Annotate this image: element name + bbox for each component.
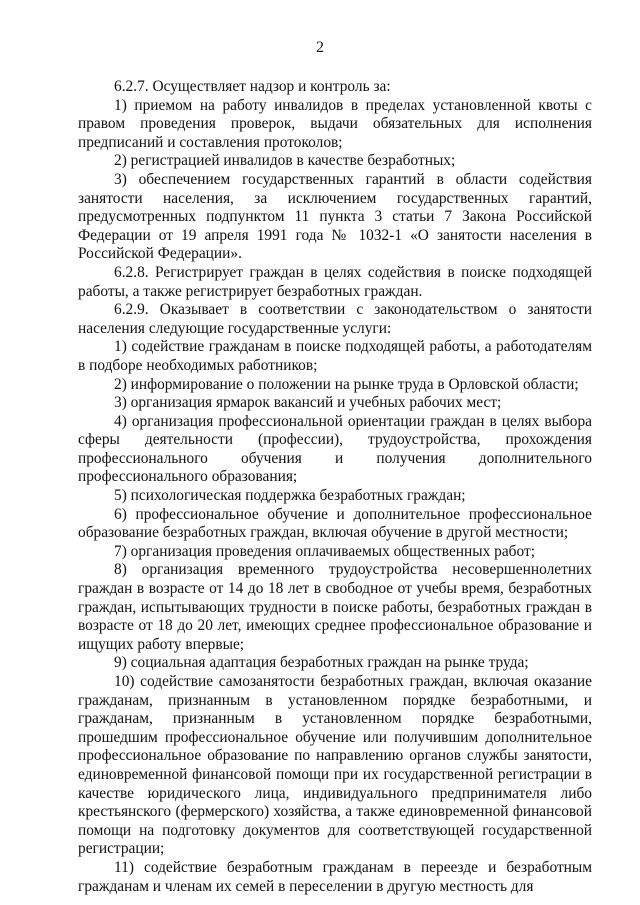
paragraph-6-2-9-item-6: 6) профессиональное обучение и дополнительное профессиональное образование безработных граждан, включая обучение в другой местности; (78, 505, 592, 542)
paragraph-6-2-9-item-8: 8) организация временного трудоустройства несовершеннолетних граждан в возрасте от 14 до 18 лет в свободное от учебы время, безработных граждан, испытывающих трудности в поиске работы, безработных граждан в возрасте от 18 до 20 лет, имеющих среднее профессиональное образование и ищущих работу впервые; (78, 561, 592, 653)
paragraph-6-2-9-item-4: 4) организация профессиональной ориентации граждан в целях выбора сферы деятельности (профессии), трудоустройства, прохождения профессионального обучения и получения дополнительного профессионального образования; (78, 412, 592, 486)
paragraph-6-2-8: 6.2.8. Регистрирует граждан в целях содействия в поиске подходящей работы, а также регистрирует безработных граждан. (78, 263, 592, 300)
page-number: 2 (316, 39, 324, 56)
paragraph-6-2-7: 6.2.7. Осуществляет надзор и контроль за: (114, 78, 391, 95)
paragraph-6-2-9-item-2: 2) информирование о положении на рынке труда в Орловской области; (114, 375, 579, 393)
document-body (78, 78, 592, 896)
paragraph-6-2-7-item-2: 2) регистрацией инвалидов в качестве безработных; (114, 152, 456, 170)
paragraph-6-2-9-item-3: 3) организация ярмарок вакансий и учебных рабочих мест; (114, 394, 502, 412)
paragraph-6-2-9-item-1: 1) содействие гражданам в поиске подходящей работы, а работодателям в подборе необходимых работников; (78, 338, 592, 374)
paragraph-6-2-7-item-1: 1) приемом на работу инвалидов в пределах установленной квоты с правом проведения проверок, выдачи обязательных для исполнения предписаний и составления протоколов; (78, 96, 592, 151)
paragraph-6-2-9-item-5: 5) психологическая поддержка безработных граждан; (114, 487, 466, 505)
paragraph-6-2-9: 6.2.9. Оказывает в соответствии с законодательством о занятости населения следующие государственные услуги: (78, 301, 592, 337)
paragraph-6-2-7-item-3: 3) обеспечением государственных гарантий в области содействия занятости населения, за исключением государственных гарантий, предусмотренных подпунктом 11 пункта 3 статьи 7 Закона Российской Федерации от 19 апреля 1991 года № 1032-1 «О занятости населения в Российской Федерации». (78, 170, 592, 263)
paragraph-6-2-9-item-11: 11) содействие безработным гражданам в переезде и безработным гражданам и членам их семей в переселении в другую местность для (78, 858, 592, 895)
paragraph-6-2-9-item-7: 7) организация проведения оплачиваемых общественных работ; (114, 542, 535, 560)
paragraph-6-2-9-item-9: 9) социальная адаптация безработных граждан на рынке труда; (114, 654, 529, 672)
paragraph-6-2-9-item-10: 10) содействие самозанятости безработных граждан, включая оказание гражданам, признанным в установленном порядке безработными, и гражданам, признанным в установленном порядке безработными, прошедшим профессиональное обучение или получившим дополнительное профессиональное образование по направлению органов службы занятости, единовременной финансовой помощи при их государственной регистрации в качестве юридического лица, индивидуального предпринимателя либо крестьянского (фермерского) хозяйства, а также единовременной финансовой помощи на подготовку документов для соответствующей государственной регистрации; (78, 673, 592, 858)
